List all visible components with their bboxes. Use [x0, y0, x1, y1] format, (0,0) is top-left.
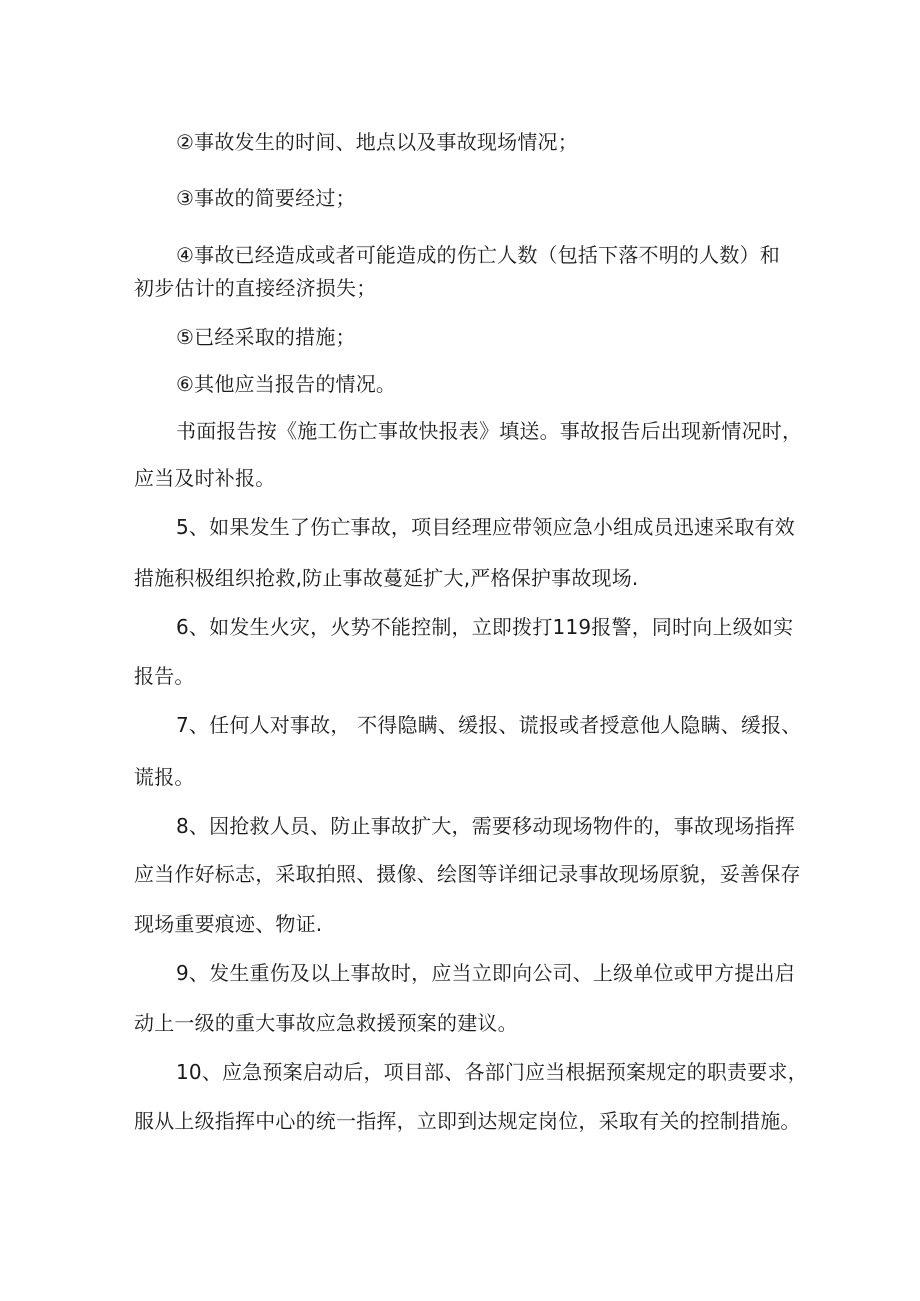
para-9-line-2: 动上一级的重大事故应急救援预案的建议。: [134, 1011, 518, 1035]
item-6-line: ⑥其他应当报告的情况。: [176, 372, 397, 396]
written-report-line-1: 书面报告按《施工伤亡事故快报表》填送。事故报告后出现新情况时，: [176, 419, 803, 443]
para-5-line-2: 措施积极组织抢救,防止事故蔓延扩大,严格保护事故现场.: [134, 566, 639, 590]
para-10-line-1: 10、应急预案启动后，项目部、各部门应当根据预案规定的职责要求，: [176, 1060, 808, 1084]
written-report-line-2: 应当及时补报。: [134, 466, 276, 490]
para-5-line-1: 5、如果发生了伤亡事故，项目经理应带领应急小组成员迅速采取有效: [176, 515, 795, 539]
para-10-line-2: 服从上级指挥中心的统一指挥，立即到达规定岗位，采取有关的控制措施。: [134, 1109, 801, 1133]
item-4-line-2: 初步估计的直接经济损失；: [134, 276, 377, 300]
para-6-line-1: 6、如发生火灾，火势不能控制，立即拨打119报警，同时向上级如实: [176, 615, 794, 639]
para-6-line-2: 报告。: [134, 664, 195, 688]
item-2-line: ②事故发生的时间、地点以及事故现场情况；: [176, 130, 578, 154]
para-8-line-3: 现场重要痕迹、物证.: [134, 912, 323, 936]
para-7-line-1: 7、任何人对事故， 不得隐瞒、缓报、谎报或者授意他人隐瞒、缓报、: [176, 713, 802, 737]
para-7-line-2: 谎报。: [134, 765, 195, 789]
para-8-line-1: 8、因抢救人员、防止事故扩大，需要移动现场物件的，事故现场指挥: [176, 814, 795, 838]
item-4-line-1: ④事故已经造成或者可能造成的伤亡人数（包括下落不明的人数）和: [176, 243, 780, 267]
para-8-line-2: 应当作好标志，采取拍照、摄像、绘图等详细记录事故现场原貌，妥善保存: [134, 862, 801, 886]
item-5-line: ⑤已经采取的措施；: [176, 325, 356, 349]
item-3-line: ③事故的简要经过；: [176, 186, 356, 210]
para-9-line-1: 9、发生重伤及以上事故时，应当立即向公司、上级单位或甲方提出启: [176, 961, 795, 985]
